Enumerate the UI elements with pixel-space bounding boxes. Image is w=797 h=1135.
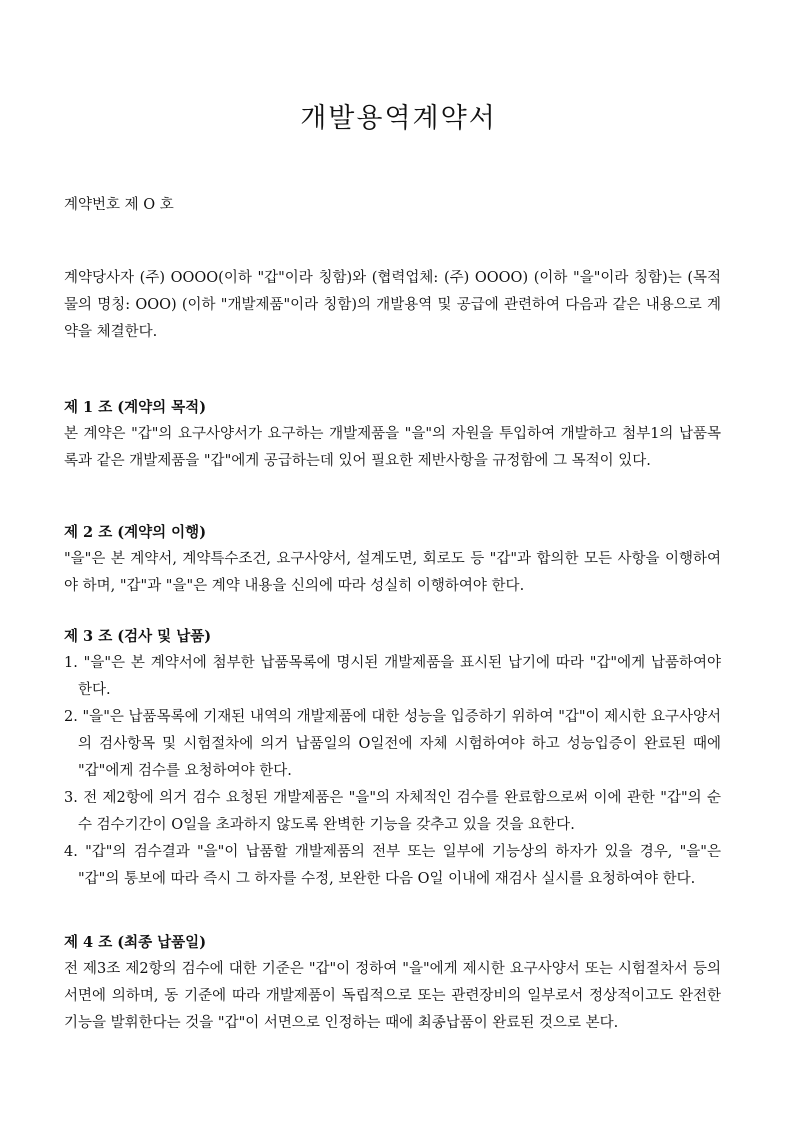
article-3	[64, 623, 721, 893]
article-1-body: 본 계약은 "갑"의 요구사양서가 요구하는 개발제품을 "을"의 자원을 투입하여 개발하고 첨부1의 납품목록과 같은 개발제품을 "갑"에게 공급하는데 있어 필요한 제반사항을 규정함에 그 목적이 있다.	[64, 426, 721, 469]
article-2-heading: 제 2 조 (계약의 이행)	[64, 524, 207, 541]
list-item: 3. 전 제2항에 의거 검수 요청된 개발제품은 "을"의 자체적인 검수를 완료함으로써 이에 관한 "갑"의 순수 검수기간이 O일을 초과하지 않도록 완벽한 기능을 갖추고 있을 것을 요한다.	[64, 790, 721, 833]
list-item: 4. "갑"의 검수결과 "을"이 납품할 개발제품의 전부 또는 일부에 기능상의 하자가 있을 경우, "을"은 "갑"의 통보에 따라 즉시 그 하자를 수정, 보완한 다음 O일 이내에 재검사 실시를 요청하여야 한다.	[64, 844, 721, 887]
article-4-body: 전 제3조 제2항의 검수에 대한 기준은 "갑"이 정하여 "을"에게 제시한 요구사양서 또는 시험절차서 등의 서면에 의하며, 동 기준에 따라 개발제품이 독립적으로 또는 관련장비의 일부로서 정상적이고도 완전한 기능을 발휘한다는 것을 "갑"이 서면으로 인정하는 때에 최종납품이 완료된 것으로 본다.	[64, 961, 721, 1031]
article-2	[64, 519, 721, 600]
list-item: 1. "을"은 본 계약서에 첨부한 납품목록에 명시된 개발제품을 표시된 납기에 따라 "갑"에게 납품하여야 한다.	[64, 655, 721, 698]
intro-paragraph: 계약당사자 (주) OOOO(이하 "갑"이라 칭함)와 (협력업체: (주) OOOO) (이하 "을"이라 칭함)는 (목적물의 명칭: OOO) (이하 "개발제품"이라 칭함)의 개발용역 및 공급에 관련하여 다음과 같은 내용으로 계약을 체결한다.	[64, 270, 721, 340]
article-1-heading: 제 1 조 (계약의 목적)	[64, 399, 207, 416]
document-title: 개발용역계약서	[300, 103, 497, 134]
list-item: 2. "을"은 납품목록에 기재된 내역의 개발제품에 대한 성능을 입증하기 위하여 "갑"이 제시한 요구사양서의 검사항목 및 시험절차에 의거 납품일의 O일전에 자체 시험하여야 하고 성능입증이 완료된 때에 "갑"에게 검수를 요청하여야 한다.	[64, 709, 721, 779]
article-1	[64, 394, 721, 475]
article-3-item-list	[64, 650, 721, 893]
article-2-body: "을"은 본 계약서, 계약특수조건, 요구사양서, 설계도면, 회로도 등 "갑"과 합의한 모든 사항을 이행하여야 하며, "갑"과 "을"은 계약 내용을 신의에 따라 성실히 이행하여야 한다.	[64, 551, 721, 594]
article-3-heading: 제 3 조 (검사 및 납품)	[64, 628, 212, 645]
article-4-heading: 제 4 조 (최종 납품일)	[64, 934, 207, 951]
article-4	[64, 929, 721, 1037]
contract-number: 계약번호 제 O 호	[64, 197, 174, 213]
